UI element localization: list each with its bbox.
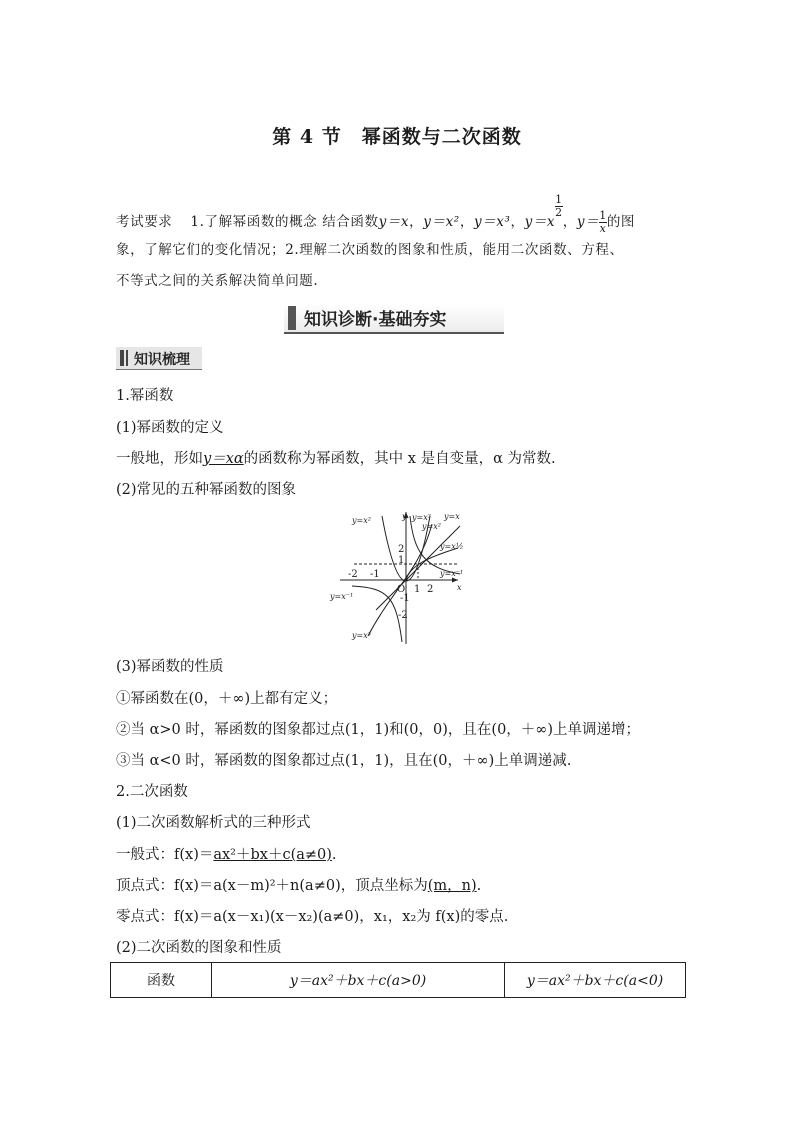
tick-y-m2: -2 (398, 610, 408, 621)
quadratic-properties-table (110, 962, 686, 998)
label-y-x: y=x (444, 512, 460, 521)
definition-text (116, 449, 556, 469)
power-functions-graph (326, 506, 476, 648)
exam-req-combine: 结合函数 (322, 214, 379, 230)
definition-part-a: 一般地，形如 (116, 451, 203, 467)
tick-x-m1: -1 (370, 569, 380, 580)
label-y-half: y=x½ (440, 542, 464, 551)
tick-x-1: 1 (414, 584, 421, 595)
tick-x-m2: -2 (348, 569, 358, 580)
label-y-x3-bottom: y=x³ (352, 631, 371, 640)
quadratic-heading: 2.二次函数 (116, 784, 188, 800)
func-3: y＝x³ (473, 214, 511, 230)
property-2: ②当 α>0 时，幂函数的图象都过点(1，1)和(0，0)，且在(0，＋∞)上单调递增； (116, 722, 641, 738)
exam-requirements-line-3: 不等式之间的关系解决简单问题. (116, 273, 319, 289)
subhead-bar (120, 350, 124, 366)
property-1: ①幂函数在(0，＋∞)上都有定义； (116, 691, 338, 707)
vertex-coordinates: (m，n) (427, 878, 477, 894)
property-3: ③当 α<0 时，幂函数的图象都过点(1，1)，且在(0，＋∞)上单调递减. (116, 753, 572, 769)
label-y-x2-top: y=x² (352, 516, 371, 525)
subhead-bar-2 (126, 350, 128, 366)
definition-heading: (1)幂函数的定义 (116, 420, 224, 436)
exam-req-p1: 1.了解幂函数的概念 (190, 214, 318, 230)
general-form-formula: ax²＋bx＋c(a≠0) (213, 847, 332, 863)
tick-y-1: 1 (398, 555, 405, 566)
general-form-label: 一般式：f(x)＝ (116, 847, 214, 863)
tick-x-2: 2 (427, 584, 434, 595)
definition-formula: y＝xα (203, 451, 244, 467)
banner-title: 知识诊断·基础夯实 (304, 310, 447, 330)
section-banner (284, 304, 504, 334)
func-4: y＝x (524, 214, 556, 230)
exam-requirements-line-2: 象，了解它们的变化情况；2.理解二次函数的图象和性质，能用二次函数、方程、 (116, 242, 624, 258)
power-function-heading: 1.幂函数 (116, 388, 174, 404)
table-row (111, 963, 686, 998)
exam-req-end: 的图 (606, 214, 636, 230)
vertex-form-text: 顶点式：f(x)＝a(x－m)²＋n(a≠0)，顶点坐标为 (116, 878, 428, 894)
label-origin: O (397, 584, 406, 595)
general-form-end: . (331, 847, 337, 863)
table-header-a-negative: y＝ax²＋bx＋c(a<0) (505, 963, 686, 998)
label-axis-y: y (402, 512, 407, 521)
vertex-form (116, 876, 481, 896)
general-form (116, 845, 337, 865)
label-y-x3-top: y=x³ (412, 513, 431, 522)
table-header-a-positive: y＝ax²＋bx＋c(a>0) (212, 963, 505, 998)
label-axis-x: x (457, 583, 462, 592)
subsection-heading (116, 347, 202, 370)
forms-heading: (1)二次函数解析式的三种形式 (116, 815, 311, 831)
banner-bar (288, 306, 296, 330)
zero-form: 零点式：f(x)＝a(x－x₁)(x－x₂)(a≠0)，x₁，x₂为 f(x)的零点. (116, 909, 509, 925)
graph-heading: (2)常见的五种幂函数的图象 (116, 482, 297, 498)
table-header-function: 函数 (111, 963, 212, 998)
subhead-title: 知识梳理 (134, 352, 190, 368)
page-title: 第 4 节 幂函数与二次函数 (272, 126, 522, 148)
definition-part-b: 的函数称为幂函数，其中 x 是自变量，α 为常数. (243, 451, 556, 467)
func-2: y＝x² (423, 214, 460, 230)
func-1: y＝x (378, 214, 410, 230)
func-5: y＝ (576, 214, 600, 230)
inverse-fraction: $\frac{1}{x}$ (599, 209, 607, 235)
properties-heading: (3)幂函数的性质 (116, 659, 224, 675)
half-exponent: $\frac{1}{2}$ (555, 193, 563, 219)
label-y-x2-mid: y=x² (422, 522, 441, 531)
tick-y-m1: -1 (400, 593, 410, 604)
exam-requirements-line-1: 考试要求 1.了解幂函数的概念 结合函数y＝x，y＝x²，y＝x³，y＝x $\frac{1}{2}$ ，y＝ $\frac{1}{x}$ 的图 (116, 193, 636, 235)
x-axis-arrow (452, 578, 458, 583)
tick-y-2: 2 (398, 544, 405, 555)
exam-req-label: 考试要求 (116, 214, 173, 230)
label-y-inv-right: y=x⁻¹ (440, 569, 464, 578)
label-y-inv-left: y=x⁻¹ (330, 592, 354, 601)
vertex-form-end: . (476, 878, 482, 894)
table-heading: (2)二次函数的图象和性质 (116, 940, 282, 956)
